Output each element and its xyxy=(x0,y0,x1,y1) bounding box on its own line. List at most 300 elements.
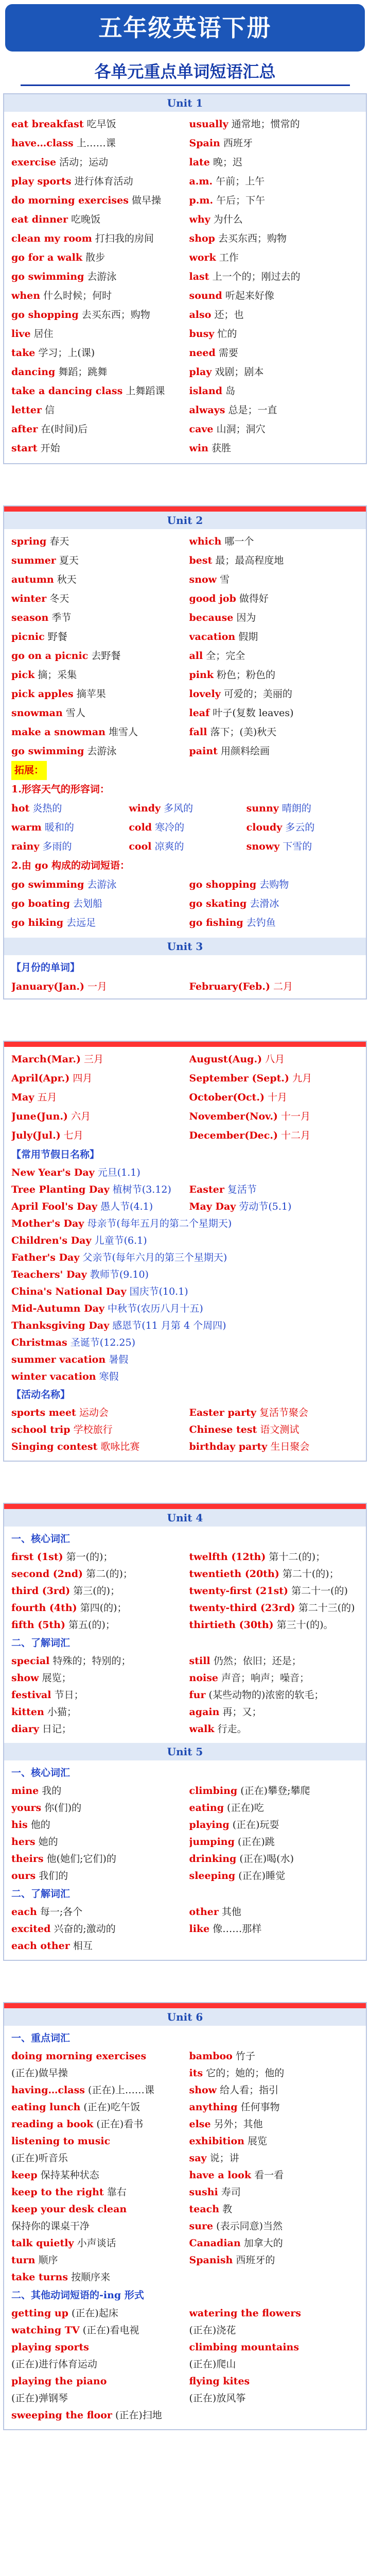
vocab-chinese: (正在)进行体育运动 xyxy=(11,2359,97,2370)
vocab-item xyxy=(246,799,359,818)
vocab-english: eating xyxy=(189,1802,224,1814)
vocab-english: letter xyxy=(11,404,42,416)
vocab-english: Spanish xyxy=(189,2255,233,2266)
vocab-item xyxy=(11,1687,181,1704)
vocab-chinese: 凉爽的 xyxy=(154,841,184,852)
vocab-pair-row xyxy=(11,1600,359,1617)
vocab-item xyxy=(189,1107,359,1126)
vocab-pair-row xyxy=(11,2407,359,2424)
vocab-english: Singing contest xyxy=(11,1441,98,1452)
vocab-english: hers xyxy=(11,1836,36,1848)
vocab-item xyxy=(189,2150,359,2167)
vocab-chinese: 上……课 xyxy=(76,138,116,149)
vocab-english: dancing xyxy=(11,366,56,378)
months-heading: 【月份的单词】 xyxy=(11,962,80,973)
vocab-item xyxy=(246,837,359,856)
vocab-chinese: 散步 xyxy=(85,252,105,263)
vocab-item xyxy=(11,1164,359,1181)
vocab-item xyxy=(11,1583,181,1600)
vocab-english: hot xyxy=(11,803,30,814)
vocab-item xyxy=(189,1670,359,1687)
vocab-item xyxy=(11,1938,181,1955)
vocab-english: paint xyxy=(189,745,218,757)
vocab-english: ours xyxy=(11,1870,36,1882)
vocab-english: work xyxy=(189,252,216,263)
vocab-item xyxy=(11,2218,181,2235)
vocab-english: spring xyxy=(11,536,47,547)
vocab-english: Christmas xyxy=(11,1337,67,1348)
vocab-chinese: 上舞蹈课 xyxy=(126,385,165,397)
vocab-item xyxy=(189,551,359,570)
vocab-chinese: 第二十(的)； xyxy=(282,1568,339,1580)
vocab-english: sports meet xyxy=(11,1407,76,1418)
vocab-english: his xyxy=(11,1819,28,1831)
vocab-item xyxy=(189,191,359,210)
vocab-chinese: 可爱的；美丽的 xyxy=(223,688,292,700)
vocab-item xyxy=(11,325,181,344)
vocab-item xyxy=(11,913,181,933)
vocab-pair-row xyxy=(11,2390,359,2407)
vocab-item xyxy=(11,1800,181,1817)
vocab-pair-row xyxy=(11,1817,359,1834)
vocab-chinese: 顺序 xyxy=(38,2255,58,2266)
vocab-pair-row xyxy=(11,2184,359,2201)
vocab-item xyxy=(189,2252,359,2269)
vocab-chinese: 摘；采集 xyxy=(38,669,77,681)
vocab-english: twentieth (20th) xyxy=(189,1568,279,1580)
vocab-item xyxy=(11,363,181,382)
vocab-english: sure xyxy=(189,2221,214,2232)
vocab-chinese: 多雨的 xyxy=(42,841,72,852)
vocab-chinese: 雪 xyxy=(220,574,230,585)
vocab-chinese: 四月 xyxy=(73,1073,93,1084)
vocab-chinese: 去划船 xyxy=(73,898,102,909)
vocab-english: playing the piano xyxy=(11,2376,107,2387)
vocab-chinese: 通常地；惯常的 xyxy=(231,118,300,130)
vocab-chinese: (正在)扫地 xyxy=(115,2410,162,2421)
subtitle-underline xyxy=(21,84,350,86)
vocab-item xyxy=(189,1653,359,1670)
vocab-english: April(Apr.) xyxy=(11,1073,70,1084)
vocab-item xyxy=(11,2339,181,2356)
vocab-pair-row xyxy=(11,2150,359,2167)
vocab-item xyxy=(11,1334,359,1351)
vocab-chinese: 给人看；指引 xyxy=(220,2084,279,2096)
vocab-chinese: 做早操 xyxy=(131,195,161,206)
vocab-chinese: 展览； xyxy=(42,1672,72,1684)
vocab-chinese: 父亲节(每年六月的第三个星期天) xyxy=(82,1252,227,1263)
vocab-item xyxy=(11,439,181,458)
vocab-chinese: 获胜 xyxy=(211,443,231,454)
vocab-english: do morning exercises xyxy=(11,195,129,206)
vocab-chinese: 劳动节(5.1) xyxy=(239,1201,292,1212)
vocab-english: late xyxy=(189,157,210,168)
vocab-chinese: 哪一个 xyxy=(224,536,254,547)
vocab-english: season xyxy=(11,612,49,623)
vocab-item xyxy=(189,2218,359,2235)
vocab-item xyxy=(189,1404,359,1421)
vocab-english: watering the flowers xyxy=(189,2308,301,2319)
vocab-english: climbing mountains xyxy=(189,2342,299,2353)
vocab-english: watching TV xyxy=(11,2325,80,2336)
vocab-chinese: 山洞；洞穴 xyxy=(216,423,266,435)
vocab-item xyxy=(189,666,359,685)
vocab-chinese: 行走。 xyxy=(217,1723,247,1735)
vocab-item xyxy=(129,818,241,837)
vocab-english: eat breakfast xyxy=(11,118,84,130)
vocab-chinese: 我们的 xyxy=(39,1870,68,1882)
vocab-pair-row xyxy=(11,1404,359,1421)
vocab-chinese: 元旦(1.1) xyxy=(97,1167,140,1178)
vocab-english: why xyxy=(189,214,210,225)
vocab-english: play sports xyxy=(11,176,72,187)
vocab-english: twenty-third (23rd) xyxy=(189,1602,295,1614)
vocab-item xyxy=(11,875,181,894)
vocab-chinese: 五月 xyxy=(37,1092,57,1103)
vocab-chinese: 感恩节(11 月第 4 个周四) xyxy=(112,1320,226,1331)
vocab-item xyxy=(11,1050,181,1069)
vocab-chinese: 最；最高程度地 xyxy=(215,555,284,566)
vocab-item xyxy=(189,647,359,666)
vocab-item xyxy=(189,267,359,286)
vocab-item xyxy=(189,685,359,704)
vocab-chinese: 进行体育活动 xyxy=(74,176,133,187)
vocab-item xyxy=(11,1549,181,1566)
vocab-english: need xyxy=(189,347,216,359)
vocab-english: busy xyxy=(189,328,215,340)
unit5-core-list xyxy=(11,1783,359,1885)
vocab-english: cave xyxy=(189,423,214,435)
vocab-chinese: (正在)跳 xyxy=(237,1836,275,1848)
unit6-ing-list xyxy=(11,2305,359,2424)
vocab-english: clean my room xyxy=(11,233,92,244)
vocab-item xyxy=(11,191,181,210)
vocab-item xyxy=(11,2184,181,2201)
vocab-pair-row xyxy=(11,1438,359,1455)
vocab-item xyxy=(11,2201,181,2218)
vocab-item xyxy=(189,2184,359,2201)
vocab-chinese: 为什么 xyxy=(213,214,243,225)
vocab-english: win xyxy=(189,443,208,454)
vocab-chinese: 保持你的课桌干净 xyxy=(11,2221,90,2232)
vocab-item xyxy=(189,2407,359,2424)
vocab-english: autumn xyxy=(11,574,54,585)
vocab-chinese: 还；也 xyxy=(214,309,244,320)
vocab-chinese: (正在)听音乐 xyxy=(11,2153,68,2164)
vocab-chinese: 教 xyxy=(222,2204,233,2215)
vocab-chinese: 春天 xyxy=(49,536,69,547)
vocab-english: good job xyxy=(189,593,236,604)
vocab-chinese: 第五(的)； xyxy=(68,1619,115,1631)
vocab-english: go swimming xyxy=(11,879,84,890)
red-top-bar xyxy=(4,506,366,512)
vocab-item xyxy=(11,2065,181,2082)
vocab-pair-row xyxy=(11,1549,359,1566)
vocab-english: pick apples xyxy=(11,688,74,700)
vocab-english: pick xyxy=(11,669,35,681)
vocab-item xyxy=(11,1904,181,1921)
vocab-pair-row xyxy=(11,2065,359,2082)
vocab-english: because xyxy=(189,612,234,623)
vocab-item xyxy=(11,1617,181,1634)
red-top-bar xyxy=(4,2003,366,2008)
vocab-item xyxy=(11,1249,359,1266)
unit1-vocab-grid xyxy=(11,115,359,458)
vocab-english: make a snowman xyxy=(11,726,105,738)
vocab-item xyxy=(11,532,181,551)
vocab-item xyxy=(11,1670,181,1687)
vocab-english: July(Jul.) xyxy=(11,1130,61,1141)
vocab-pair-row xyxy=(11,2235,359,2252)
vocab-english: its xyxy=(189,2067,203,2079)
vocab-english: drinking xyxy=(189,1853,237,1865)
vocab-item xyxy=(189,1198,359,1215)
vocab-english: bamboo xyxy=(189,2050,233,2062)
vocab-pair-row xyxy=(11,1653,359,1670)
vocab-chinese: 三月 xyxy=(84,1054,104,1065)
vocab-english: show xyxy=(11,1672,39,1684)
vocab-item xyxy=(11,1721,181,1738)
vocab-english: third (3rd) xyxy=(11,1585,71,1597)
vocab-item xyxy=(11,401,181,420)
vocab-item xyxy=(11,818,124,837)
vocab-item xyxy=(11,2150,181,2167)
vocab-item xyxy=(189,532,359,551)
vocab-english: have…class xyxy=(11,138,74,149)
vocab-chinese: 你(们)的 xyxy=(44,1802,82,1814)
vocab-chinese: 炎热的 xyxy=(32,803,62,814)
months-grid xyxy=(11,1050,359,1145)
vocab-item xyxy=(189,977,359,996)
vocab-item xyxy=(189,1069,359,1088)
vocab-chinese: 复活节聚会 xyxy=(259,1407,308,1418)
vocab-english: Spain xyxy=(189,138,220,149)
vocab-chinese: 再；又； xyxy=(222,1706,262,1718)
vocab-english: summer vacation xyxy=(11,1354,106,1365)
vocab-chinese: 其他 xyxy=(221,1906,241,1918)
vocab-item xyxy=(189,875,359,894)
vocab-item xyxy=(11,1232,359,1249)
vocab-item xyxy=(189,1817,359,1834)
unit4-heading: Unit 4 xyxy=(4,1509,366,1527)
vocab-chinese: 粉色；粉色的 xyxy=(217,669,276,681)
vocab-chinese: 信 xyxy=(45,404,55,416)
vocab-item xyxy=(189,344,359,363)
vocab-chinese: (正在)浇花 xyxy=(189,2325,236,2336)
vocab-english: Easter party xyxy=(189,1407,256,1418)
vocab-chinese: 野餐 xyxy=(47,631,67,642)
vocab-pair-row xyxy=(11,2167,359,2184)
unit1-heading: Unit 1 xyxy=(4,94,366,112)
vocab-pair-row xyxy=(11,1670,359,1687)
vocab-english: June(Jun.) xyxy=(11,1111,68,1122)
vocab-english: again xyxy=(189,1706,220,1718)
vocab-item xyxy=(189,608,359,628)
vocab-chinese: 第四(的)； xyxy=(80,1602,127,1614)
vocab-english: cold xyxy=(129,822,152,833)
expand-label: 拓展： xyxy=(11,761,47,780)
vocab-english: sweeping the floor xyxy=(11,2410,112,2421)
vocab-english: May Day xyxy=(189,1201,236,1212)
vocab-english: November(Nov.) xyxy=(189,1111,278,1122)
page-subtitle: 各单元重点单词短语汇总 xyxy=(94,62,276,81)
vocab-english: each xyxy=(11,1906,37,1918)
vocab-item xyxy=(11,1868,181,1885)
vocab-english: pink xyxy=(189,669,214,681)
vocab-chinese: 愚人节(4.1) xyxy=(100,1201,153,1212)
vocab-chinese: 运动会 xyxy=(79,1407,109,1418)
vocab-item xyxy=(11,570,181,589)
vocab-item xyxy=(189,570,359,589)
vocab-item xyxy=(11,551,181,570)
vocab-item xyxy=(11,210,181,229)
vocab-english: snowman xyxy=(11,707,63,719)
vocab-chinese: 中秋节(农历八月十五) xyxy=(107,1303,203,1314)
vocab-item xyxy=(11,115,181,134)
go-phrases-grid xyxy=(11,875,359,933)
vocab-pair-row xyxy=(11,2201,359,2218)
vocab-item xyxy=(11,2116,181,2133)
vocab-item xyxy=(11,382,181,401)
vocab-chinese: 兴奋的;激动的 xyxy=(54,1923,116,1935)
vocab-english: go swimming xyxy=(11,745,84,757)
vocab-item xyxy=(189,2390,359,2407)
vocab-chinese: (正在)上……课 xyxy=(88,2084,154,2096)
vocab-chinese: 活动；运动 xyxy=(59,157,109,168)
vocab-english: Canadian xyxy=(189,2238,241,2249)
vocab-item xyxy=(11,1653,181,1670)
vocab-chinese: 圣诞节(12.25) xyxy=(70,1337,136,1348)
vocab-item xyxy=(189,1549,359,1566)
vocab-english: festival xyxy=(11,1689,51,1701)
vocab-chinese: 下雪的 xyxy=(283,841,312,852)
vocab-item xyxy=(189,325,359,344)
vocab-chinese: 晚；迟 xyxy=(213,157,242,168)
vocab-english: cloudy xyxy=(246,822,283,833)
vocab-english: Father's Day xyxy=(11,1252,80,1263)
vocab-chinese: (正在)爬山 xyxy=(189,2359,236,2370)
vocab-english: a.m. xyxy=(189,176,213,187)
vocab-chinese: (某些动物的)浓密的软毛； xyxy=(208,1689,324,1701)
vocab-chinese: 上一个的；刚过去的 xyxy=(212,271,301,282)
vocab-item xyxy=(189,1800,359,1817)
vocab-chinese: 他(她们;它们)的 xyxy=(46,1853,116,1865)
vocab-chinese: 去滑冰 xyxy=(250,898,279,909)
vocab-english: getting up xyxy=(11,2308,68,2319)
vocab-chinese: 日记； xyxy=(42,1723,72,1735)
vocab-item xyxy=(11,1704,181,1721)
vocab-chinese: 做得好 xyxy=(239,593,269,604)
vocab-chinese: 学校旅行 xyxy=(73,1424,113,1435)
vocab-pair-row xyxy=(11,2218,359,2235)
vocab-item xyxy=(11,1368,359,1385)
vocab-english: December(Dec.) xyxy=(189,1130,278,1141)
vocab-english: other xyxy=(189,1906,219,1918)
vocab-chinese: 冬天 xyxy=(49,593,69,604)
vocab-chinese: 午前；上午 xyxy=(216,176,265,187)
vocab-item xyxy=(189,2082,359,2099)
vocab-english: which xyxy=(189,536,222,547)
vocab-pair-row xyxy=(11,2099,359,2116)
vocab-english: second (2nd) xyxy=(11,1568,83,1580)
vocab-chinese: 另外；其他 xyxy=(214,2119,263,2130)
vocab-english: Tree Planting Day xyxy=(11,1184,110,1195)
events-heading: 【活动名称】 xyxy=(11,1389,71,1400)
vocab-item xyxy=(189,439,359,458)
holiday-row xyxy=(11,1181,359,1198)
vocab-item xyxy=(11,1266,359,1283)
vocab-chinese: 打扫我的房间 xyxy=(95,233,154,244)
vocab-chinese: 季节 xyxy=(51,612,72,623)
unit1-section xyxy=(3,93,367,464)
vocab-item xyxy=(189,2269,359,2286)
vocab-item xyxy=(189,210,359,229)
vocab-item xyxy=(189,1704,359,1721)
unit5-extra-heading: 二、了解词汇 xyxy=(11,1888,71,1900)
vocab-english: still xyxy=(189,1655,210,1667)
vocab-english: sunny xyxy=(246,803,279,814)
vocab-item xyxy=(189,1938,359,1955)
vocab-item xyxy=(189,1583,359,1600)
vocab-chinese: 特殊的；特别的； xyxy=(52,1655,131,1667)
vocab-english: reading a book xyxy=(11,2119,94,2130)
vocab-item xyxy=(11,1069,181,1088)
vocab-item xyxy=(11,666,181,685)
vocab-item xyxy=(189,1181,359,1198)
vocab-english: winter vacation xyxy=(11,1371,96,1382)
vocab-chinese: 去游泳 xyxy=(87,879,117,890)
vocab-item xyxy=(11,589,181,608)
vocab-item xyxy=(11,685,181,704)
vocab-pair-row xyxy=(11,2116,359,2133)
vocab-english: keep to the right xyxy=(11,2187,104,2198)
vocab-chinese: 西班牙的 xyxy=(236,2255,275,2266)
vocab-english: like xyxy=(189,1923,210,1935)
vocab-item xyxy=(11,2390,181,2407)
vocab-pair-row xyxy=(11,1566,359,1583)
vocab-chinese: (正在)攀登;攀爬 xyxy=(240,1785,310,1797)
vocab-chinese: 竹子 xyxy=(235,2050,255,2062)
vocab-item xyxy=(189,1851,359,1868)
vocab-pair-row xyxy=(11,2356,359,2373)
vocab-chinese: 按顺序来 xyxy=(71,2272,111,2283)
vocab-english: keep xyxy=(11,2170,38,2181)
vocab-item xyxy=(11,2373,181,2390)
vocab-chinese: 说；讲 xyxy=(209,2153,239,2164)
vocab-english: keep your desk clean xyxy=(11,2204,127,2215)
vocab-english: each other xyxy=(11,1940,70,1952)
vocab-chinese: 寿司 xyxy=(221,2187,241,2198)
vocab-item xyxy=(11,647,181,666)
unit5-core-heading: 一、核心词汇 xyxy=(11,1767,71,1778)
vocab-chinese: 午后；下午 xyxy=(216,195,266,206)
vocab-item xyxy=(246,818,359,837)
vocab-item xyxy=(11,742,181,761)
vocab-english: China's National Day xyxy=(11,1286,127,1297)
vocab-chinese: 第一(的)； xyxy=(66,1551,113,1563)
vocab-chinese: 展览 xyxy=(247,2136,267,2147)
vocab-chinese: 舞蹈；跳舞 xyxy=(58,366,108,378)
vocab-chinese: 吃早饭 xyxy=(86,118,116,130)
vocab-english: summer xyxy=(11,555,56,566)
vocab-english: Thanksgiving Day xyxy=(11,1320,110,1331)
vocab-chinese: 每一;各个 xyxy=(40,1906,83,1918)
vocab-chinese: 节日； xyxy=(54,1689,84,1701)
vocab-chinese: 儿童节(6.1) xyxy=(94,1235,147,1246)
vocab-item xyxy=(189,2322,359,2339)
vocab-item xyxy=(11,608,181,628)
vocab-item xyxy=(189,1617,359,1634)
